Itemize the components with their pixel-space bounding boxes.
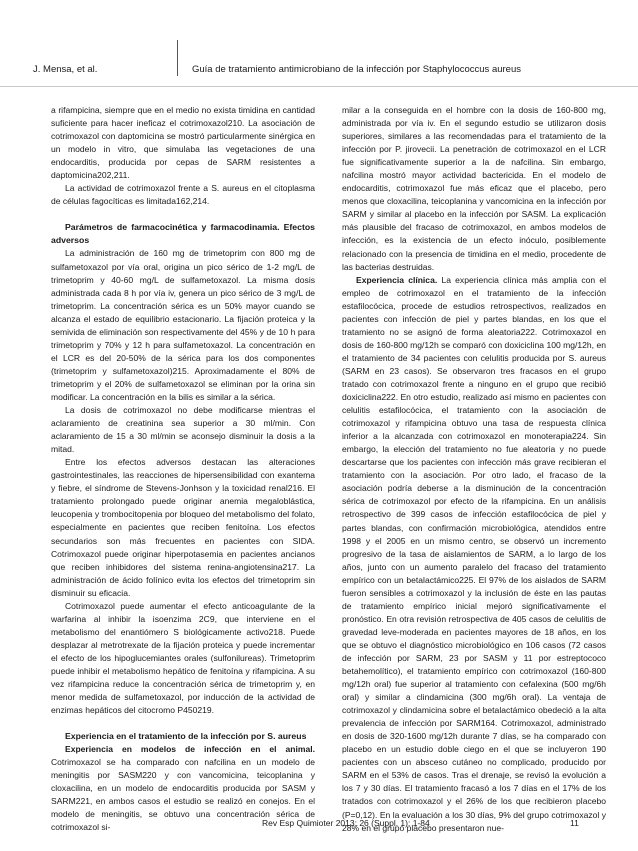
paragraph: Cotrimoxazol puede aumentar el efecto anticoagulante de la warfarina al inhibir la isoenzima 2C9, que interviene en el metabolismo del enantiómero S biológicamente activo218. Puede desplazar al metrotrexate de la fijación proteica y puede incrementar el efecto de los hipoglucemiantes orales (sulfonilureas). Trimetoprim puede inhibir el metabolismo hepático de fenitoína y rifampicina. A su vez rifampicina reduce la concentración sérica de trimetoprim y, en menor medida de sulfametoxazol, por inducción de la actividad de enzimas hepáticos del citocromo P450219.: [51, 600, 315, 716]
paragraph: Entre los efectos adversos destacan las alteraciones gastrointestinales, las reacciones de hipersensibilidad con exantema y fiebre, el síndrome de Stevens-Jonhson y la toxicidad renal216. El tratamiento prolongado puede originar anemia megaloblástica, leucopenia y trombocitopenia por bloqueo del metabolismo del folato, especialmente en pacientes que reciben fenitoína. Los efectos secundarios son más frecuentes en pacientes con SIDA. Cotrimoxazol puede originar hiperpotasemia en pacientes ancianos que reciben inhibidores del sistema renina-angiotensina217. La administración de ácido folínico evita los efectos del trimetoprim sin disminuir su eficacia.: [51, 457, 315, 598]
paragraph: milar a la conseguida en el hombre con la dosis de 160-800 mg, administrada por vía iv. En el segundo estudio se utilizaron dosis superiores, similares a las recomendadas para el tratamiento de la infección por P. jirovecii. La penetración de cotrimoxazol en el LCR fue significativamente superior a la de nafcilina. Sin embargo, nafcilina mostró mayor actividad bactericida. En el modelo de endocarditis, cotrimoxazol fue más eficaz que el placebo, pero menos que cloxacilina, teicoplanina y vancomicina en la infección por SARM y similar al placebo en la infección por SASM. La explicación más plausible del fracaso de cotrimoxazol, en ambos modelos de infección, es la existencia de un efecto inóculo, posiblemente relacionado con la presencia de timidina en el medio, procedente de las bacterias destruidas.: [342, 105, 606, 272]
running-header-authors: J. Mensa, et al.: [33, 64, 98, 75]
run-in-heading: Experiencia en modelos de infección en el animal.: [65, 744, 315, 755]
paragraph: a rifampicina, siempre que en el medio no exista timidina en cantidad suficiente para hacer ineficaz el cotrimoxazol210. La asociación de cotrimoxazol con daptomicina se mostró particularmente sinérgica en un modelo in vitro, que simulaba las vegetaciones de una endocarditis, producida por cepas de SARM resistentes a daptomicina202,211.: [51, 105, 315, 181]
page-number: 11: [570, 818, 579, 828]
paragraph-text: La experiencia clínica más amplia con el empleo de cotrimoxazol en el tratamiento de la infección estafilocócica, procede de estudios retrospectivos, realizados en pacientes con infección de piel y partes blandas, en los que el tratamiento no se asignó de forma aleatoria222. Cotrimoxazol en dosis de 160-800 mg/12h se comparó con doxiciclina 100 mg/12h, en el tratamiento de 34 pacientes con celulitis producida por S. aureus (SARM en 23 casos). Se observaron tres fracasos en el grupo tratado con cotrimoxazol frente a ninguno en el grupo que recibió doxiciclina222. En otro estudio, realizado así mismo en pacientes con celulitis estafilocócica, el tratamiento con la asociación de cotrimoxazol y rifampicina obtuvo una tasa de respuesta clínica inferior a la alcanzada con cotrimoxazol en monoterapia224. Sin embargo, la elección del tratamiento no fue aleatoria y no puede descartarse que los pacientes con infección más grave recibieran el tratamiento con la asociación. Por otro lado, el fracaso de la asociación podría deberse a la disminución de la concentración sérica de cotrimoxazol por efecto de la rifampicina. En un análisis retrospectivo de 399 casos de infección estafilocócica de piel y partes blandas, con confirmación microbiológica, atendidos entre 1998 y el 2005 en un mismo centro, se observó un incremento progresivo de la tasa de aislamientos de SARM, a lo largo de los años, junto con un aumento paralelo del fracaso del tratamiento empírico con un betalactámico225. El 97% de los aislados de SARM fueron sensibles a cotrimoxazol y la inclusión de éste en las pautas de tratamiento empírico inicial mejoró significativamente el pronóstico. En otra revisión retrospectiva de 405 casos de celulitis de gravedad leve-moderada en pacientes mayores de 18 años, en los que se obtuvo el diagnóstico microbiológico en 106 casos (72 casos de infección por SARM, 23 por SASM y 11 por estreptococo betahemolítico), el tratamiento empírico con cotrimoxazol (160-800 mg/12h oral) fue superior al tratamiento con cefalexina (500 mg/6h oral) y similar a clindamicina (300 mg/6h oral). La ventaja de cotrimoxazol y clindamicina sobre el betalactámico obedeció a la alta prevalencia de infección por SARM164. Cotrimoxazol, administrado en dosis de 320-1600 mg/12h durante 7 días, se ha comparado con placebo en un estudio doble ciego en el que se incluyeron 190 pacientes con un absceso cutáneo no complicado, producido por SARM en el 53% de casos. Tras el drenaje, se revisó la evolución a los 7 y 30 días. El tratamiento fracasó a los 7 días en el 17% de los tratados con cotrimoxazol y el 26% de los que recibieron placebo (P=0,12). En la evaluación a los 30 días, 9% del grupo cotrimoxazol y 28% en el grupo placebo presentaron nue-: [342, 274, 607, 833]
running-header-title: Guía de tratamiento antimicrobiano de la infección por Staphylococcus aureus: [192, 64, 521, 75]
right-column: [342, 104, 606, 835]
paragraph-text: Cotrimoxazol se ha comparado con nafcilina en un modelo de meningitis por SASM220 y con vancomicina, teicoplanina y cloxacilina, en un modelo de endocarditis producida por SASM y SARM221, en ambos casos el estudio se realizó en conejos. En el modelo de meningitis, se obtuvo una concentración sérica de cotrimoxazol si-: [51, 757, 315, 833]
paragraph: La administración de 160 mg de trimetoprim con 800 mg de sulfametoxazol por vía oral, origina un pico sérico de 1-2 mg/L de trimetoprim y 40-60 mg/L de sulfametoxazol. La misma dosis administrada cada 8 h por vía iv, genera un pico sérico de 3 mg/L de trimetoprim. La concentración sérica es un 50% mayor cuando se alcanza el estado de equilibrio estacionario. La fijación proteica y la semivida de eliminación son respectivamente del 45% y de 10 h para trimetoprim y 70% y 12 h para sulfametoxazol. La concentración en el LCR es del 20-50% de la sérica para los dos componentes (trimetoprim y sulfametoxazol)215. Aproximadamente el 80% de trimetoprim y el 20% de sulfametoxazol se eliminan por la orina sin modificar. La concentración en la bilis es similar a la sérica.: [51, 248, 315, 402]
header-divider: [177, 40, 178, 76]
footer-journal-citation: Rev Esp Quimioter 2013; 26 (Suppl. 1): 1-84: [262, 818, 430, 828]
section-heading: Parámetros de farmacocinética y farmacodinamia. Efectos adversos: [51, 222, 315, 246]
paragraph: [342, 274, 606, 835]
paragraph: La actividad de cotrimoxazol frente a S. aureus en el citoplasma de células fagocíticas es limitada162,214.: [51, 183, 315, 207]
run-in-heading: Experiencia clínica.: [356, 274, 438, 285]
paragraph: La dosis de cotrimoxazol no debe modificarse mientras el aclaramiento de creatinina sea superior a 30 ml/min. Con aclaramiento de 15 a 30 ml/min se aconsejo disminuir la dosis a la mitad.: [51, 405, 315, 455]
header-rule: [0, 86, 638, 87]
section-heading: Experiencia en el tratamiento de la infección por S. aureus: [65, 731, 307, 742]
left-column: [51, 104, 315, 835]
